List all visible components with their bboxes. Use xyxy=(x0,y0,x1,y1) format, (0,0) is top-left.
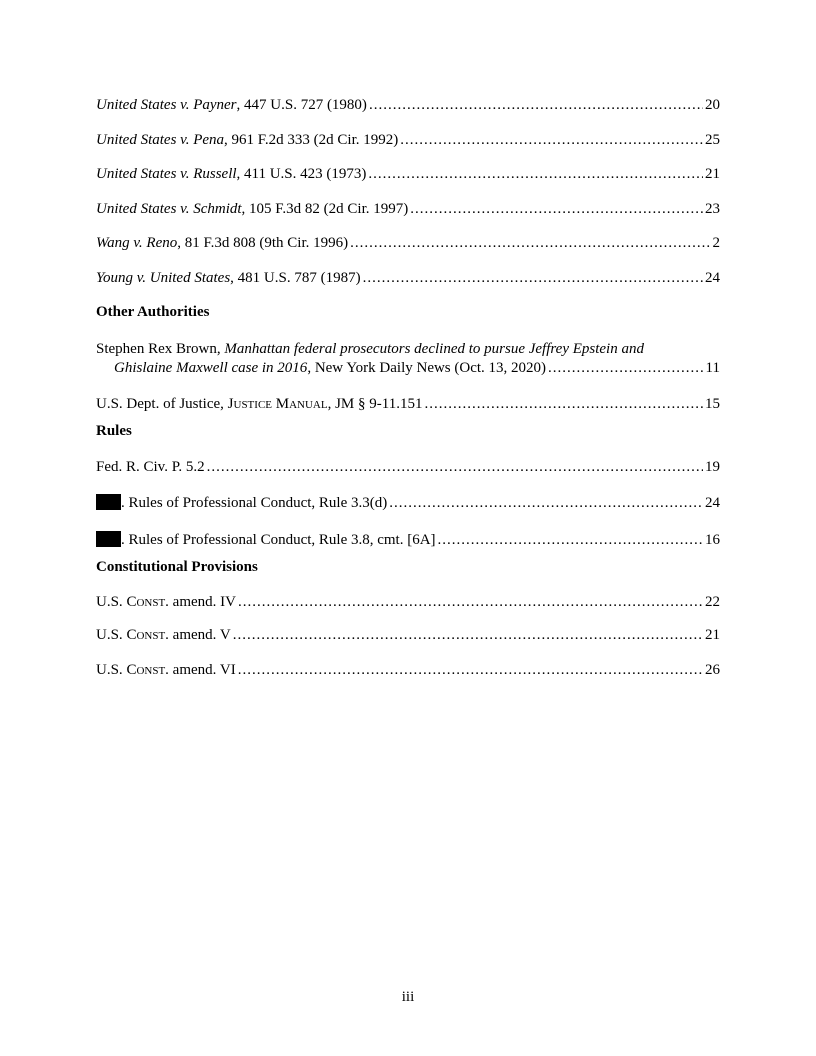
page-ref: 22 xyxy=(705,594,720,610)
doj-prefix: U.S. Dept. of Justice, xyxy=(96,396,228,412)
dot-leader xyxy=(233,626,703,644)
author: Stephen Rex Brown, xyxy=(96,341,225,357)
dot-leader xyxy=(548,359,704,378)
case-cite: , 447 U.S. 727 (1980) xyxy=(236,97,367,113)
article-title-cont: Ghislaine Maxwell case in 2016 xyxy=(114,360,308,376)
page-ref: 24 xyxy=(705,270,720,286)
page-ref: 21 xyxy=(705,627,720,643)
case-cite: , 481 U.S. 787 (1987) xyxy=(230,270,361,286)
manual-name: Justice Manual xyxy=(227,396,328,412)
case-cite: , 411 U.S. 423 (1973) xyxy=(236,166,367,182)
page-ref: 25 xyxy=(705,132,720,148)
toc-entry-brown xyxy=(96,340,720,378)
case-name: United States v. Pena xyxy=(96,132,225,148)
dot-leader xyxy=(400,131,703,149)
dot-leader xyxy=(368,165,703,183)
case-name: United States v. Russell xyxy=(96,166,237,182)
redaction-box xyxy=(96,494,121,510)
us-prefix: U.S. xyxy=(96,594,127,610)
page-ref: 26 xyxy=(705,662,720,678)
case-name: United States v. Schmidt xyxy=(96,201,242,217)
rule-text: . Rules of Professional Conduct, Rule 3.8, cmt. [6A] xyxy=(121,532,436,548)
const-abbrev: Const xyxy=(126,627,166,643)
section-heading-constitutional: Constitutional Provisions xyxy=(96,559,258,575)
page-ref: 2 xyxy=(712,235,720,251)
page-ref: 11 xyxy=(705,360,720,376)
toc-entry-wang xyxy=(96,234,720,252)
dot-leader xyxy=(350,234,710,252)
article-title: Manhattan federal prosecutors declined to pursue Jeffrey Epstein and xyxy=(224,341,644,357)
page-ref: 20 xyxy=(705,97,720,113)
page-number: iii xyxy=(401,989,415,1005)
section-heading-rules: Rules xyxy=(96,423,132,439)
page-ref: 21 xyxy=(705,166,720,182)
dot-leader xyxy=(369,96,703,114)
toc-entry-rule-3-3 xyxy=(96,494,720,512)
case-name: United States v. Payner xyxy=(96,97,237,113)
dot-leader xyxy=(389,494,703,512)
page-ref: 19 xyxy=(705,459,720,475)
redaction-box xyxy=(96,531,121,547)
const-abbrev: Const xyxy=(126,662,166,678)
case-name: Young v. United States xyxy=(96,270,231,286)
toc-entry-schmidt xyxy=(96,200,720,218)
us-prefix: U.S. xyxy=(96,627,127,643)
toc-entry-amend-vi xyxy=(96,661,720,679)
case-cite: , 81 F.3d 808 (9th Cir. 1996) xyxy=(177,235,349,251)
case-cite: , 961 F.2d 333 (2d Cir. 1992) xyxy=(224,132,399,148)
dot-leader xyxy=(207,458,703,476)
manual-cite: , JM § 9-11.151 xyxy=(327,396,423,412)
toc-entry-frcp xyxy=(96,458,720,476)
toc-entry-young xyxy=(96,269,720,287)
toc-entry-pena xyxy=(96,131,720,149)
amendment: . amend. VI xyxy=(165,662,236,678)
toc-entry-rule-3-8 xyxy=(96,531,720,549)
us-prefix: U.S. xyxy=(96,662,127,678)
const-abbrev: Const xyxy=(126,594,166,610)
section-heading-other-authorities: Other Authorities xyxy=(96,304,210,320)
publication: , New York Daily News (Oct. 13, 2020) xyxy=(307,360,547,376)
dot-leader xyxy=(363,269,703,287)
rule-text: . Rules of Professional Conduct, Rule 3.3(d) xyxy=(121,495,388,511)
amendment: . amend. IV xyxy=(165,594,236,610)
dot-leader xyxy=(438,531,703,549)
toc-entry-payner xyxy=(96,96,720,114)
case-cite: , 105 F.3d 82 (2d Cir. 1997) xyxy=(241,201,409,217)
page-ref: 23 xyxy=(705,201,720,217)
toc-entry-russell xyxy=(96,165,720,183)
page-ref: 24 xyxy=(705,495,720,511)
toc-entry-amend-iv xyxy=(96,593,720,611)
toc-entry-doj xyxy=(96,395,720,413)
dot-leader xyxy=(238,661,703,679)
dot-leader xyxy=(238,593,703,611)
amendment: . amend. V xyxy=(165,627,231,643)
dot-leader xyxy=(410,200,703,218)
page-ref: 15 xyxy=(705,396,720,412)
page-ref: 16 xyxy=(705,532,720,548)
dot-leader xyxy=(424,395,703,413)
rule-text: Fed. R. Civ. P. 5.2 xyxy=(96,459,205,475)
toc-entry-amend-v xyxy=(96,626,720,644)
case-name: Wang v. Reno xyxy=(96,235,178,251)
